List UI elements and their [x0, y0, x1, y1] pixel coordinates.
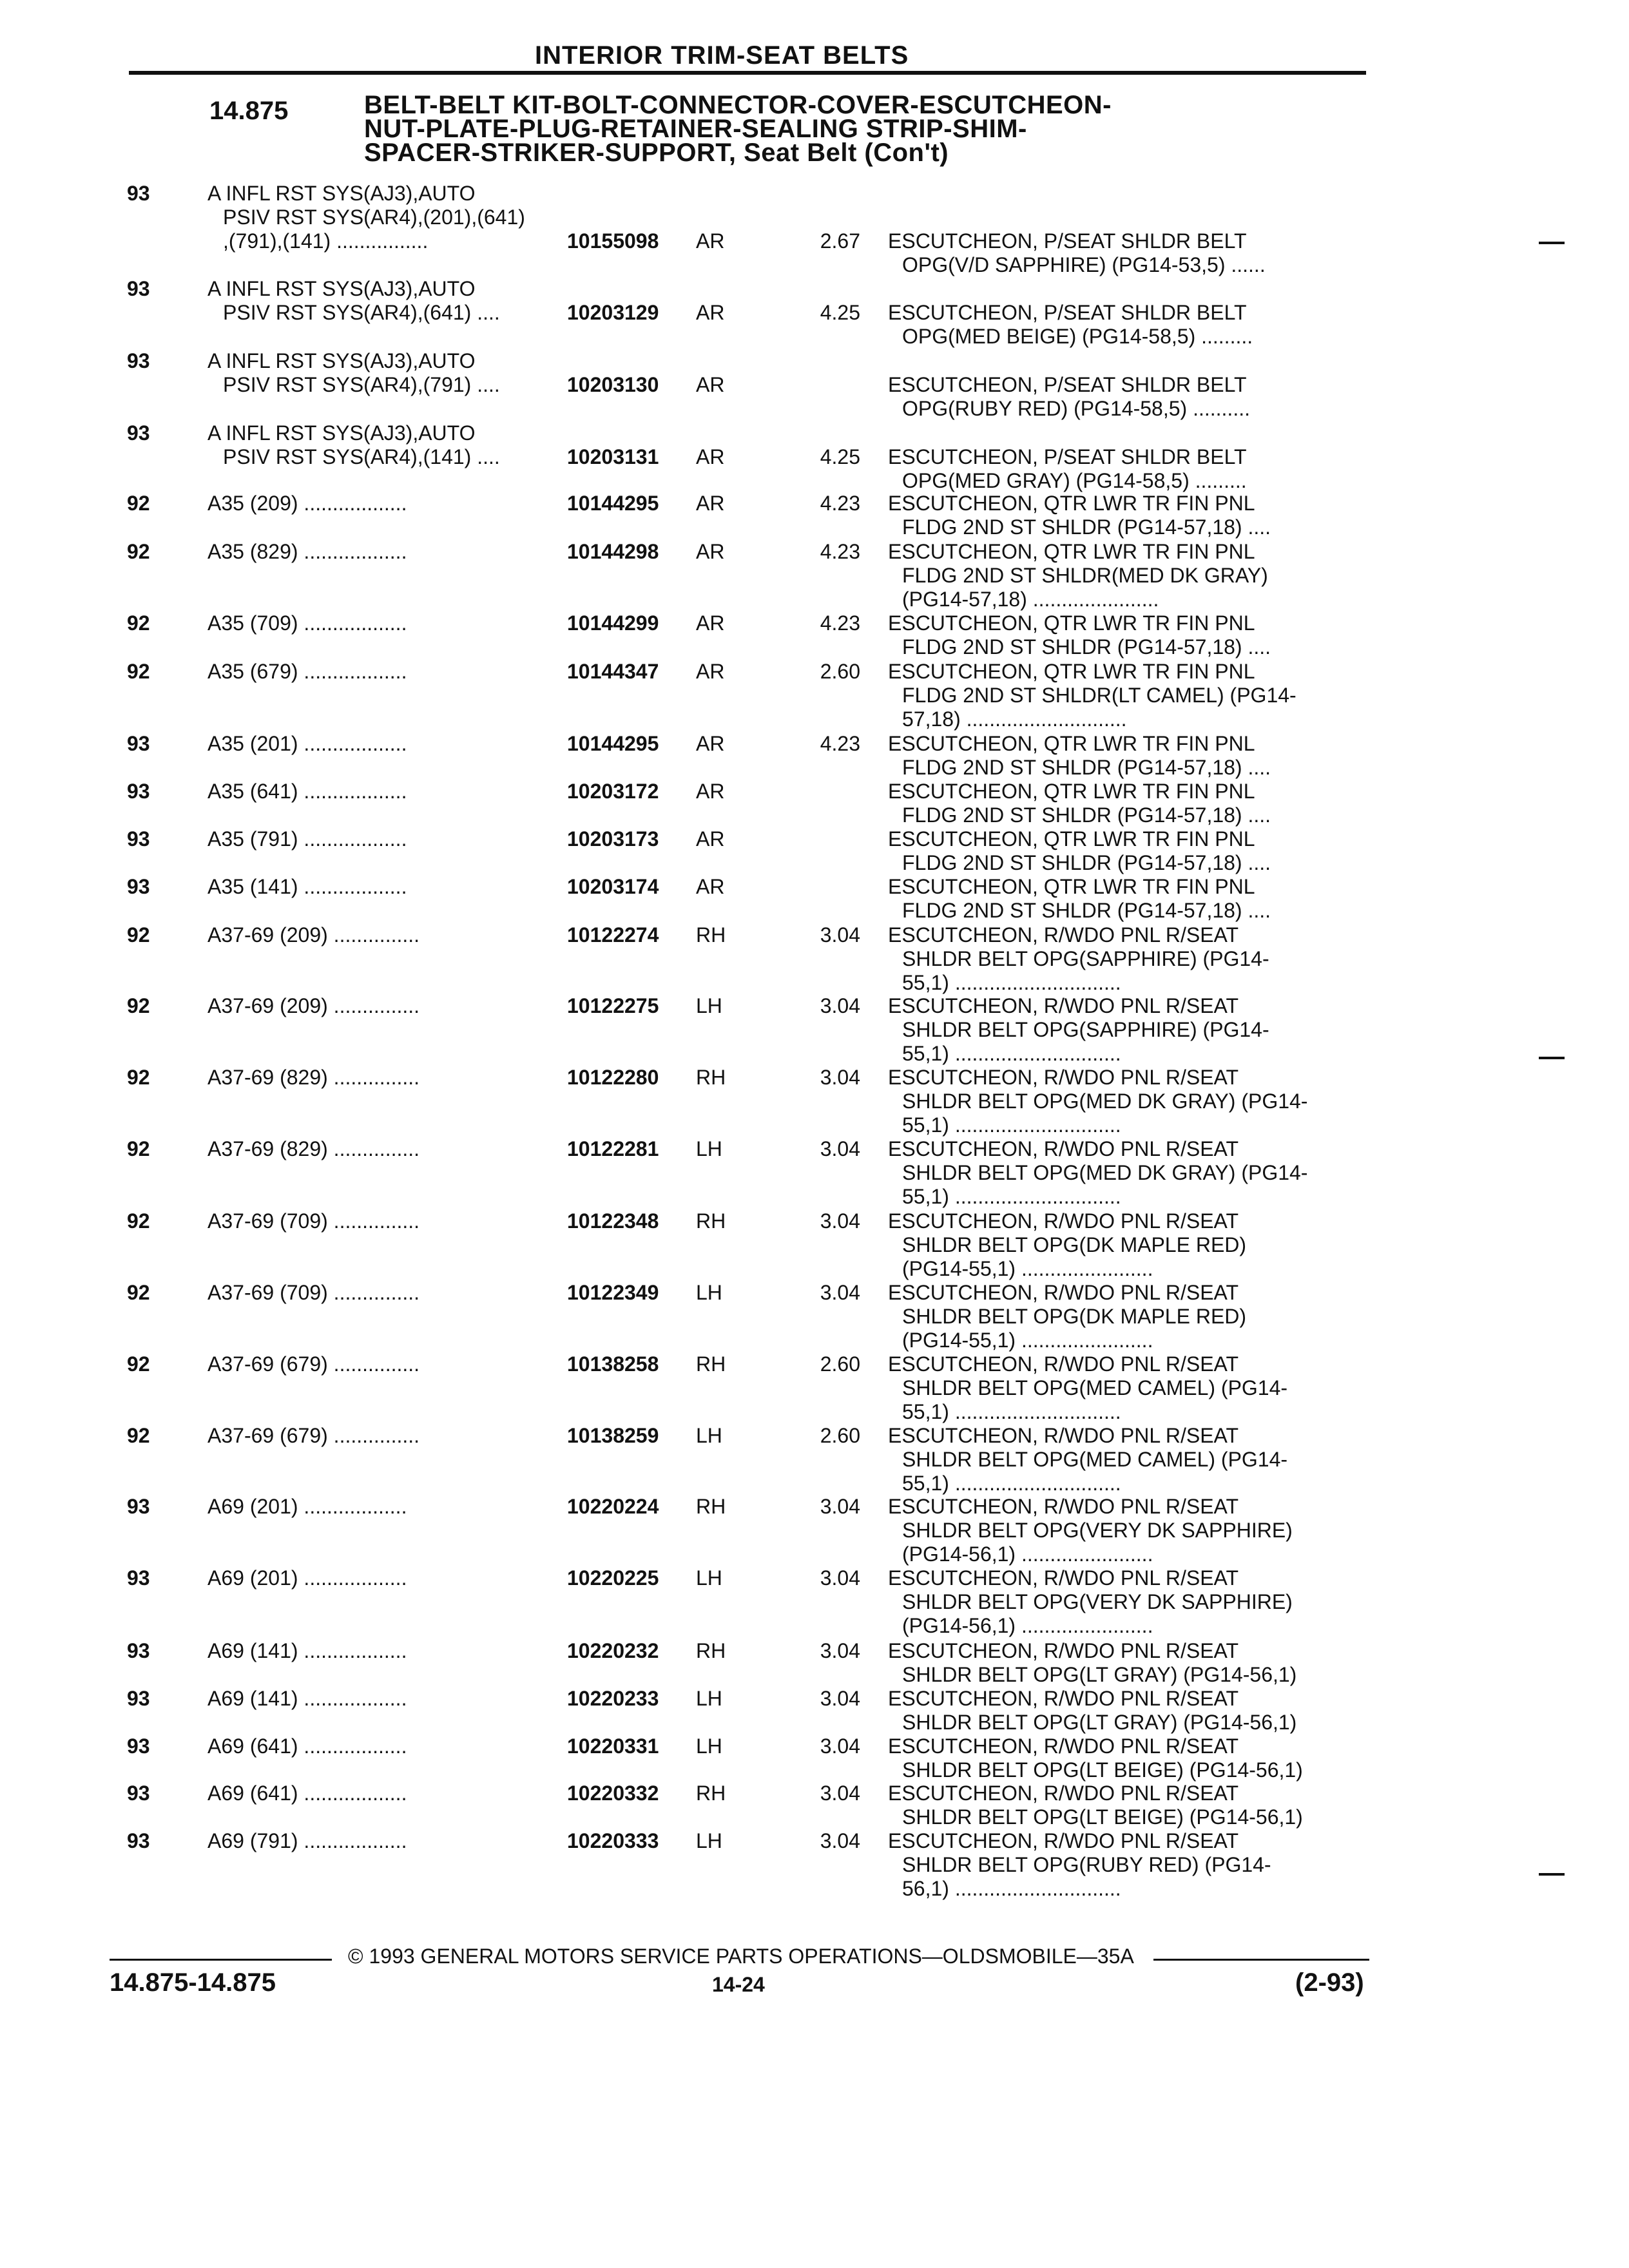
model-application [207, 875, 407, 899]
part-number: 10122281 [567, 1137, 659, 1160]
footer-section-range: 14.875-14.875 [110, 1968, 276, 1997]
description-line: SHLDR BELT OPG(VERY DK SAPPHIRE) [902, 1519, 1293, 1542]
model-line: A INFL RST SYS(AJ3),AUTO [207, 182, 476, 205]
model-line: PSIV RST SYS(AR4),(141) .... [223, 445, 500, 468]
description-line: ESCUTCHEON, P/SEAT SHLDR BELT [888, 373, 1247, 396]
description-line: FLDG 2ND ST SHLDR (PG14-57,18) .... [902, 851, 1271, 874]
part-number: 10122348 [567, 1209, 659, 1233]
part-number: 10203129 [567, 301, 659, 324]
description-line: ESCUTCHEON, R/WDO PNL R/SEAT [888, 1829, 1239, 1852]
model-application [207, 660, 407, 684]
model-application [207, 1066, 419, 1090]
part-description [888, 1137, 1307, 1209]
quantity: RH [696, 1782, 726, 1805]
model-application [207, 349, 500, 397]
footer-copyright: © 1993 GENERAL MOTORS SERVICE PARTS OPERATIONS—OLDSMOBILE—35A [348, 1945, 1134, 1968]
model-year: 92 [127, 1209, 150, 1233]
part-number: 10220225 [567, 1566, 659, 1590]
quantity: AR [696, 540, 725, 563]
quantity: RH [696, 1352, 726, 1376]
description-line: ESCUTCHEON, R/WDO PNL R/SEAT [888, 923, 1239, 947]
model-line: PSIV RST SYS(AR4),(641) .... [223, 301, 500, 324]
description-line: 55,1) ............................. [902, 1042, 1121, 1065]
part-description [888, 1209, 1246, 1281]
part-number: 10122274 [567, 923, 659, 947]
description-line: ESCUTCHEON, R/WDO PNL R/SEAT [888, 1066, 1239, 1089]
model-year: 92 [127, 1352, 150, 1376]
quantity: LH [696, 1829, 722, 1852]
part-number: 10144295 [567, 492, 659, 515]
description-line: OPG(MED GRAY) (PG14-58,5) ......... [902, 469, 1247, 492]
model-line: A37-69 (709) ............... [207, 1209, 420, 1233]
page-title: INTERIOR TRIM-SEAT BELTS [535, 41, 909, 70]
model-line: A35 (141) .................. [207, 875, 407, 898]
part-number: 10220232 [567, 1639, 659, 1662]
quantity: AR [696, 492, 725, 515]
section-heading-line: BELT-BELT KIT-BOLT-CONNECTOR-COVER-ESCUTCHEON- [364, 91, 1112, 119]
description-line: SHLDR BELT OPG(LT GRAY) (PG14-56,1) [902, 1663, 1297, 1686]
part-number: 10138258 [567, 1352, 659, 1376]
description-line: 56,1) ............................. [902, 1877, 1121, 1900]
price: 2.60 [820, 1424, 860, 1447]
description-line: SHLDR BELT OPG(MED CAMEL) (PG14- [902, 1376, 1288, 1399]
part-description [888, 1687, 1296, 1735]
description-line: ESCUTCHEON, QTR LWR TR FIN PNL [888, 780, 1255, 803]
model-year: 93 [127, 827, 150, 850]
part-description [888, 373, 1250, 421]
quantity: LH [696, 1687, 722, 1710]
part-description [888, 1066, 1307, 1137]
section-number: 14.875 [209, 97, 289, 125]
model-line: A69 (141) .................. [207, 1687, 407, 1710]
description-line: SHLDR BELT OPG(RUBY RED) (PG14- [902, 1853, 1271, 1876]
description-line: SHLDR BELT OPG(MED DK GRAY) (PG14- [902, 1090, 1308, 1113]
part-description [888, 1424, 1287, 1495]
price: 2.60 [820, 1352, 860, 1376]
quantity: AR [696, 301, 725, 324]
model-year: 93 [127, 1829, 150, 1852]
part-description [888, 780, 1271, 827]
model-application [207, 923, 419, 947]
description-line: FLDG 2ND ST SHLDR (PG14-57,18) .... [902, 803, 1271, 827]
part-number: 10220224 [567, 1495, 659, 1518]
description-line: SHLDR BELT OPG(LT GRAY) (PG14-56,1) [902, 1711, 1297, 1734]
model-year: 93 [127, 277, 150, 300]
price: 2.67 [820, 229, 860, 253]
description-line: OPG(MED BEIGE) (PG14-58,5) ......... [902, 325, 1253, 348]
model-line: A35 (209) .................. [207, 492, 407, 515]
model-line: A INFL RST SYS(AJ3),AUTO [207, 349, 476, 372]
price: 3.04 [820, 1066, 860, 1089]
model-year: 92 [127, 611, 150, 635]
model-year: 92 [127, 1066, 150, 1089]
description-line: FLDG 2ND ST SHLDR (PG14-57,18) .... [902, 899, 1271, 922]
model-line: A69 (641) .................. [207, 1782, 407, 1805]
model-year: 93 [127, 1495, 150, 1518]
part-number: 10155098 [567, 229, 659, 253]
quantity: LH [696, 1281, 722, 1304]
description-line: ESCUTCHEON, P/SEAT SHLDR BELT [888, 301, 1247, 324]
model-line: A37-69 (679) ............... [207, 1352, 420, 1376]
model-line: A37-69 (209) ............... [207, 923, 420, 947]
quantity: AR [696, 875, 725, 898]
model-year: 92 [127, 1281, 150, 1304]
model-application [207, 540, 407, 564]
part-description [888, 1782, 1303, 1829]
description-line: ESCUTCHEON, QTR LWR TR FIN PNL [888, 660, 1255, 683]
description-line: 55,1) ............................. [902, 1113, 1121, 1137]
price: 4.23 [820, 732, 860, 755]
model-line: A69 (641) .................. [207, 1735, 407, 1758]
model-year: 92 [127, 492, 150, 515]
model-application [207, 1209, 419, 1233]
model-line: A35 (641) .................. [207, 780, 407, 803]
quantity: LH [696, 1137, 722, 1160]
model-application [207, 1424, 419, 1448]
description-line: 55,1) ............................. [902, 971, 1121, 994]
model-line: A69 (791) .................. [207, 1829, 407, 1852]
model-line: A INFL RST SYS(AJ3),AUTO [207, 277, 476, 300]
part-description [888, 1566, 1293, 1638]
description-line: FLDG 2ND ST SHLDR (PG14-57,18) .... [902, 635, 1271, 658]
description-line: 55,1) ............................. [902, 1472, 1121, 1495]
part-description [888, 445, 1247, 493]
price: 4.23 [820, 540, 860, 563]
description-line: ESCUTCHEON, P/SEAT SHLDR BELT [888, 445, 1247, 468]
quantity: RH [696, 1639, 726, 1662]
footer-rule-left [110, 1959, 332, 1961]
quantity: LH [696, 1424, 722, 1447]
model-line: ,(791),(141) ................ [223, 229, 429, 253]
description-line: SHLDR BELT OPG(SAPPHIRE) (PG14- [902, 947, 1269, 970]
price: 4.25 [820, 301, 860, 324]
model-year: 93 [127, 1566, 150, 1590]
model-line: PSIV RST SYS(AR4),(201),(641) [223, 206, 525, 229]
model-application [207, 1352, 419, 1376]
part-number: 10144295 [567, 732, 659, 755]
description-line: SHLDR BELT OPG(MED DK GRAY) (PG14- [902, 1161, 1308, 1184]
description-line: (PG14-57,18) ...................... [902, 588, 1159, 611]
model-year: 92 [127, 540, 150, 563]
part-number: 10203130 [567, 373, 659, 396]
model-line: A35 (791) .................. [207, 827, 407, 850]
description-line: SHLDR BELT OPG(DK MAPLE RED) [902, 1233, 1247, 1256]
model-year: 92 [127, 994, 150, 1017]
model-year: 93 [127, 1782, 150, 1805]
description-line: ESCUTCHEON, R/WDO PNL R/SEAT [888, 1566, 1239, 1590]
price: 3.04 [820, 1687, 860, 1710]
model-application [207, 182, 525, 253]
description-line: ESCUTCHEON, P/SEAT SHLDR BELT [888, 229, 1247, 253]
price: 3.04 [820, 994, 860, 1017]
description-line: ESCUTCHEON, R/WDO PNL R/SEAT [888, 1735, 1239, 1758]
model-line: A37-69 (829) ............... [207, 1066, 420, 1089]
model-application [207, 994, 419, 1018]
model-line: A35 (679) .................. [207, 660, 407, 683]
model-application [207, 1137, 419, 1161]
model-application [207, 421, 500, 469]
quantity: AR [696, 445, 725, 468]
description-line: ESCUTCHEON, R/WDO PNL R/SEAT [888, 1209, 1239, 1233]
part-description [888, 229, 1266, 277]
margin-mark [1539, 1057, 1565, 1059]
margin-mark [1539, 1873, 1565, 1876]
part-description [888, 301, 1253, 349]
model-year: 93 [127, 732, 150, 755]
price: 3.04 [820, 1829, 860, 1852]
description-line: SHLDR BELT OPG(MED CAMEL) (PG14- [902, 1448, 1288, 1471]
quantity: RH [696, 1495, 726, 1518]
part-number: 10220333 [567, 1829, 659, 1852]
model-year: 92 [127, 1137, 150, 1160]
part-number: 10220233 [567, 1687, 659, 1710]
title-rule [129, 71, 1366, 75]
description-line: ESCUTCHEON, R/WDO PNL R/SEAT [888, 1639, 1239, 1662]
part-description [888, 875, 1271, 923]
description-line: FLDG 2ND ST SHLDR (PG14-57,18) .... [902, 515, 1271, 539]
description-line: SHLDR BELT OPG(VERY DK SAPPHIRE) [902, 1590, 1293, 1613]
model-line: A37-69 (709) ............... [207, 1281, 420, 1304]
price: 4.25 [820, 445, 860, 468]
model-year: 93 [127, 182, 150, 205]
quantity: AR [696, 827, 725, 850]
price: 4.23 [820, 611, 860, 635]
model-line: A69 (201) .................. [207, 1566, 407, 1590]
part-description [888, 1829, 1271, 1901]
part-description [888, 827, 1271, 875]
price: 3.04 [820, 923, 860, 947]
model-application [207, 827, 407, 851]
part-description [888, 660, 1296, 731]
description-line: (PG14-55,1) ....................... [902, 1257, 1153, 1280]
part-number: 10220332 [567, 1782, 659, 1805]
part-description [888, 1281, 1246, 1352]
model-line: A69 (201) .................. [207, 1495, 407, 1518]
price: 3.04 [820, 1566, 860, 1590]
model-application [207, 1566, 407, 1590]
description-line: (PG14-55,1) ....................... [902, 1329, 1153, 1352]
price: 3.04 [820, 1639, 860, 1662]
model-line: A35 (709) .................. [207, 611, 407, 635]
description-line: 55,1) ............................. [902, 1400, 1121, 1423]
part-description [888, 1495, 1293, 1566]
model-year: 92 [127, 923, 150, 947]
section-heading [364, 93, 1112, 165]
model-line: A37-69 (209) ............... [207, 994, 420, 1017]
quantity: AR [696, 373, 725, 396]
quantity: AR [696, 611, 725, 635]
part-number: 10203131 [567, 445, 659, 468]
part-description [888, 540, 1268, 611]
description-line: ESCUTCHEON, R/WDO PNL R/SEAT [888, 1687, 1239, 1710]
price: 3.04 [820, 1735, 860, 1758]
part-number: 10203174 [567, 875, 659, 898]
model-year: 93 [127, 349, 150, 372]
model-line: A37-69 (679) ............... [207, 1424, 420, 1447]
model-year: 93 [127, 421, 150, 445]
description-line: ESCUTCHEON, R/WDO PNL R/SEAT [888, 1137, 1239, 1160]
description-line: ESCUTCHEON, R/WDO PNL R/SEAT [888, 1424, 1239, 1447]
part-number: 10144347 [567, 660, 659, 683]
price: 2.60 [820, 660, 860, 683]
model-application [207, 277, 500, 325]
part-number: 10122280 [567, 1066, 659, 1089]
description-line: SHLDR BELT OPG(SAPPHIRE) (PG14- [902, 1018, 1269, 1041]
quantity: LH [696, 1566, 722, 1590]
part-number: 10144298 [567, 540, 659, 563]
quantity: AR [696, 732, 725, 755]
part-number: 10122349 [567, 1281, 659, 1304]
description-line: ESCUTCHEON, R/WDO PNL R/SEAT [888, 1352, 1239, 1376]
description-line: ESCUTCHEON, QTR LWR TR FIN PNL [888, 611, 1255, 635]
model-application [207, 1735, 407, 1758]
model-application [207, 1495, 407, 1519]
model-year: 93 [127, 1687, 150, 1710]
description-line: OPG(V/D SAPPHIRE) (PG14-53,5) ...... [902, 253, 1266, 276]
quantity: RH [696, 1066, 726, 1089]
part-description [888, 492, 1271, 539]
quantity: RH [696, 1209, 726, 1233]
model-year: 93 [127, 875, 150, 898]
description-line: FLDG 2ND ST SHLDR (PG14-57,18) .... [902, 756, 1271, 779]
model-application [207, 1687, 407, 1711]
description-line: ESCUTCHEON, R/WDO PNL R/SEAT [888, 1495, 1239, 1518]
section-heading-line: NUT-PLATE-PLUG-RETAINER-SEALING STRIP-SHIM- [364, 115, 1027, 143]
model-line: A35 (201) .................. [207, 732, 407, 755]
description-line: 57,18) ............................ [902, 707, 1127, 731]
description-line: ESCUTCHEON, QTR LWR TR FIN PNL [888, 827, 1255, 850]
part-number: 10203173 [567, 827, 659, 850]
price: 3.04 [820, 1782, 860, 1805]
description-line: (PG14-56,1) ....................... [902, 1542, 1153, 1566]
model-application [207, 611, 407, 635]
model-application [207, 1281, 419, 1305]
price: 4.23 [820, 492, 860, 515]
price: 3.04 [820, 1137, 860, 1160]
part-description [888, 923, 1269, 995]
description-line: ESCUTCHEON, QTR LWR TR FIN PNL [888, 492, 1255, 515]
model-line: PSIV RST SYS(AR4),(791) .... [223, 373, 500, 396]
model-line: A INFL RST SYS(AJ3),AUTO [207, 421, 476, 445]
part-description [888, 1735, 1303, 1782]
model-application [207, 1829, 407, 1853]
model-year: 93 [127, 1735, 150, 1758]
part-description [888, 994, 1269, 1066]
margin-mark [1539, 242, 1565, 244]
part-description [888, 1639, 1296, 1687]
part-number: 10122275 [567, 994, 659, 1017]
description-line: FLDG 2ND ST SHLDR(LT CAMEL) (PG14- [902, 684, 1296, 707]
quantity: AR [696, 229, 725, 253]
part-number: 10138259 [567, 1424, 659, 1447]
part-description [888, 732, 1271, 780]
part-description [888, 611, 1271, 659]
price: 3.04 [820, 1209, 860, 1233]
price: 3.04 [820, 1281, 860, 1304]
description-line: 55,1) ............................. [902, 1185, 1121, 1208]
description-line: SHLDR BELT OPG(DK MAPLE RED) [902, 1305, 1247, 1328]
footer-date: (2-93) [1295, 1968, 1364, 1997]
model-year: 93 [127, 780, 150, 803]
description-line: ESCUTCHEON, QTR LWR TR FIN PNL [888, 732, 1255, 755]
model-application [207, 780, 407, 803]
model-application [207, 732, 407, 756]
model-year: 92 [127, 660, 150, 683]
footer-page-number: 14-24 [712, 1973, 765, 1996]
model-year: 92 [127, 1424, 150, 1447]
description-line: ESCUTCHEON, QTR LWR TR FIN PNL [888, 875, 1255, 898]
model-application [207, 1782, 407, 1805]
quantity: RH [696, 923, 726, 947]
quantity: AR [696, 660, 725, 683]
footer-rule-right [1153, 1959, 1369, 1961]
model-line: A35 (829) .................. [207, 540, 407, 563]
description-line: (PG14-56,1) ....................... [902, 1614, 1153, 1637]
part-number: 10203172 [567, 780, 659, 803]
description-line: FLDG 2ND ST SHLDR(MED DK GRAY) [902, 564, 1268, 587]
description-line: ESCUTCHEON, R/WDO PNL R/SEAT [888, 1782, 1239, 1805]
description-line: OPG(RUBY RED) (PG14-58,5) .......... [902, 397, 1250, 420]
quantity: LH [696, 1735, 722, 1758]
quantity: LH [696, 994, 722, 1017]
description-line: SHLDR BELT OPG(LT BEIGE) (PG14-56,1) [902, 1805, 1303, 1829]
quantity: AR [696, 780, 725, 803]
part-number: 10144299 [567, 611, 659, 635]
model-year: 93 [127, 1639, 150, 1662]
price: 3.04 [820, 1495, 860, 1518]
part-description [888, 1352, 1287, 1424]
description-line: ESCUTCHEON, R/WDO PNL R/SEAT [888, 994, 1239, 1017]
model-line: A37-69 (829) ............... [207, 1137, 420, 1160]
description-line: ESCUTCHEON, QTR LWR TR FIN PNL [888, 540, 1255, 563]
part-number: 10220331 [567, 1735, 659, 1758]
description-line: SHLDR BELT OPG(LT BEIGE) (PG14-56,1) [902, 1758, 1303, 1782]
model-application [207, 1639, 407, 1663]
model-line: A69 (141) .................. [207, 1639, 407, 1662]
description-line: ESCUTCHEON, R/WDO PNL R/SEAT [888, 1281, 1239, 1304]
model-application [207, 492, 407, 515]
section-heading-line: SPACER-STRIKER-SUPPORT, Seat Belt (Con't) [364, 139, 949, 167]
